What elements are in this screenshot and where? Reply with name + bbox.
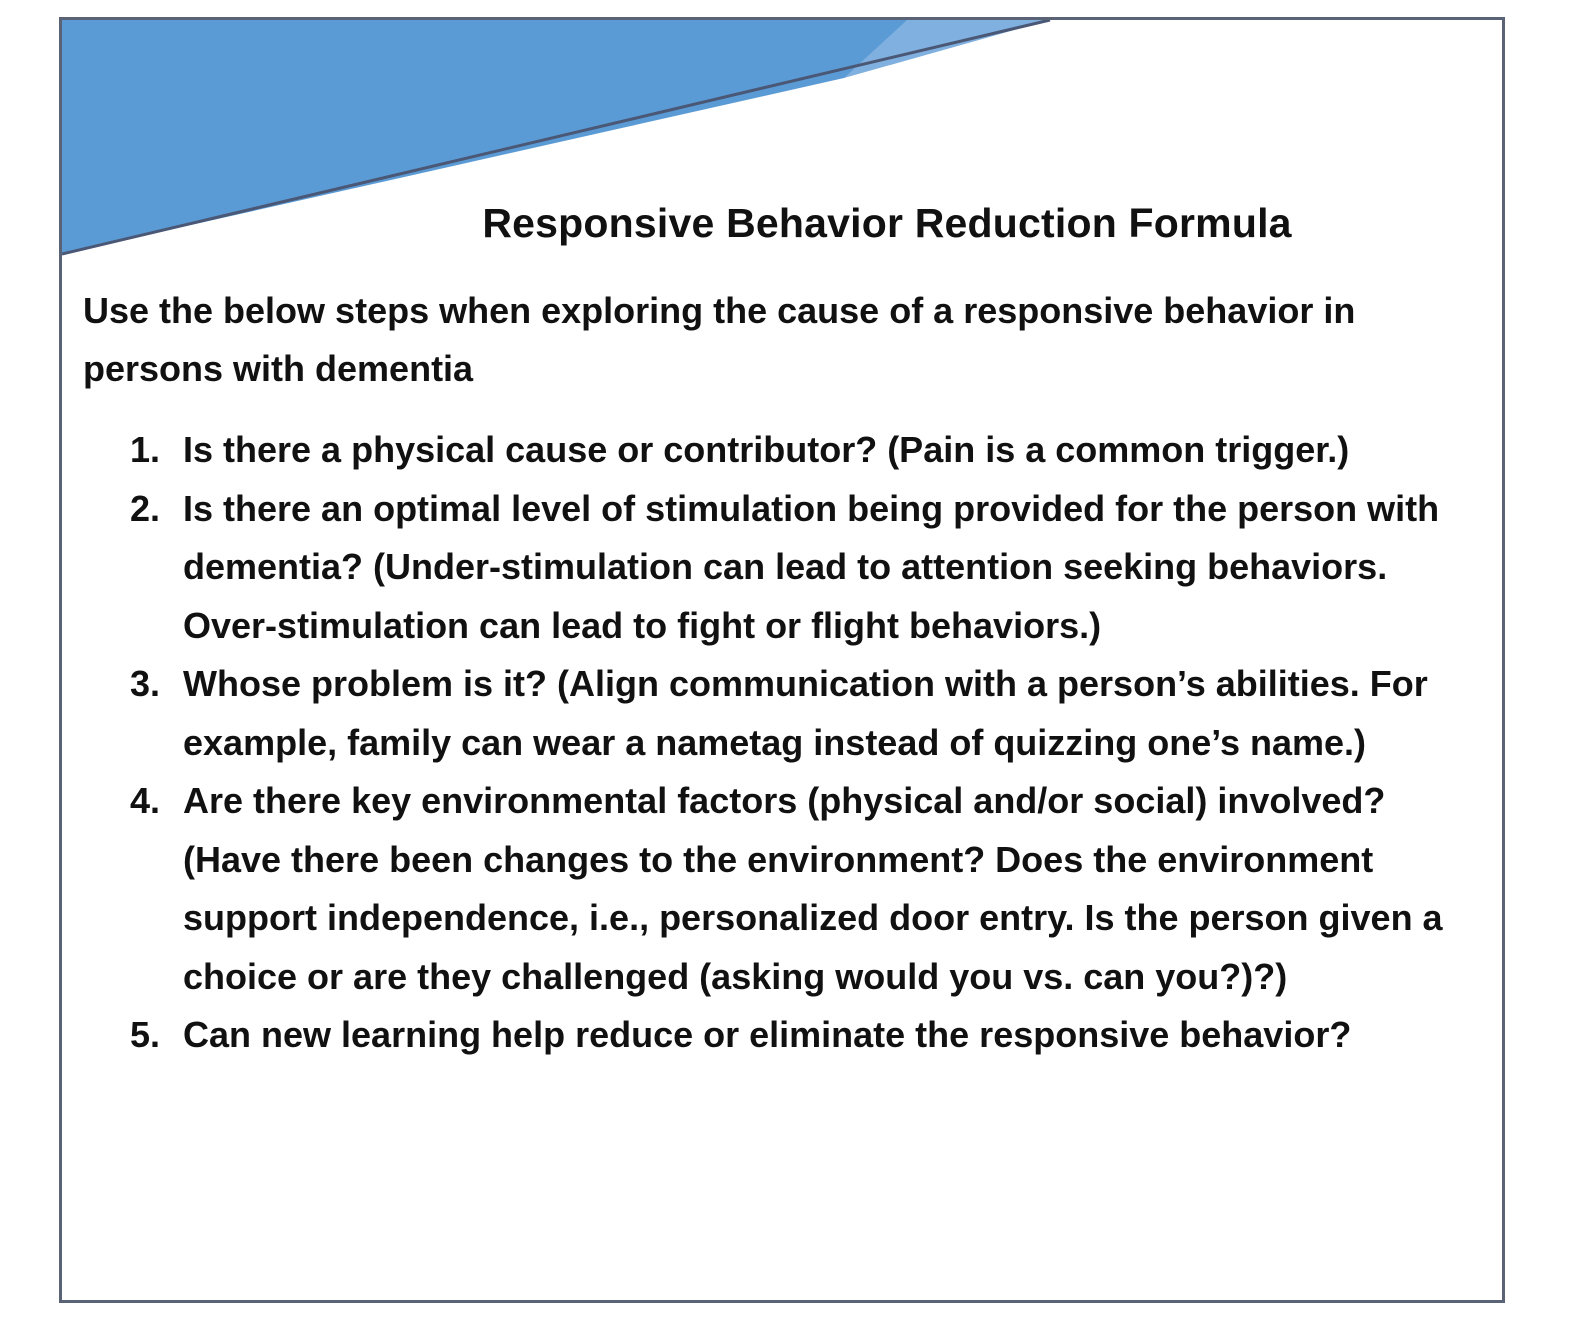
step-number: 5. bbox=[130, 1014, 161, 1055]
step-number: 3. bbox=[130, 663, 161, 704]
steps-list bbox=[62, 421, 1505, 1065]
intro-paragraph: Use the below steps when exploring the cause of a responsive behavior in persons with dementia bbox=[83, 290, 1356, 389]
document-frame bbox=[59, 17, 1505, 1303]
step-number: 4. bbox=[130, 780, 161, 821]
page-title: Responsive Behavior Reduction Formula bbox=[482, 200, 1292, 246]
list-item bbox=[62, 421, 1505, 480]
step-text: Whose problem is it? (Align communication with a person’s abilities. For example, family can wear a nametag instead of quizzing one’s name.) bbox=[183, 663, 1428, 763]
list-item bbox=[62, 1006, 1505, 1065]
step-text: Is there a physical cause or contributor? (Pain is a common trigger.) bbox=[183, 429, 1350, 470]
list-item bbox=[62, 772, 1505, 1006]
step-text: Can new learning help reduce or eliminate the responsive behavior? bbox=[183, 1014, 1352, 1055]
step-number: 1. bbox=[130, 429, 161, 470]
step-text: Is there an optimal level of stimulation being provided for the person with dementia? (Under-stimulation can lead to attention seeking behaviors. Over-stimulation can lead to fight or flight behaviors.) bbox=[183, 487, 1440, 646]
step-number: 2. bbox=[130, 487, 161, 529]
list-item bbox=[62, 655, 1505, 772]
step-text: Are there key environmental factors (physical and/or social) involved? (Have there been changes to the environment? Does the environment support independence, i.e., personalized door entry. Is the person given a choice or are they challenged (asking would you vs. can you?)?) bbox=[183, 780, 1443, 997]
list-item bbox=[62, 480, 1505, 656]
